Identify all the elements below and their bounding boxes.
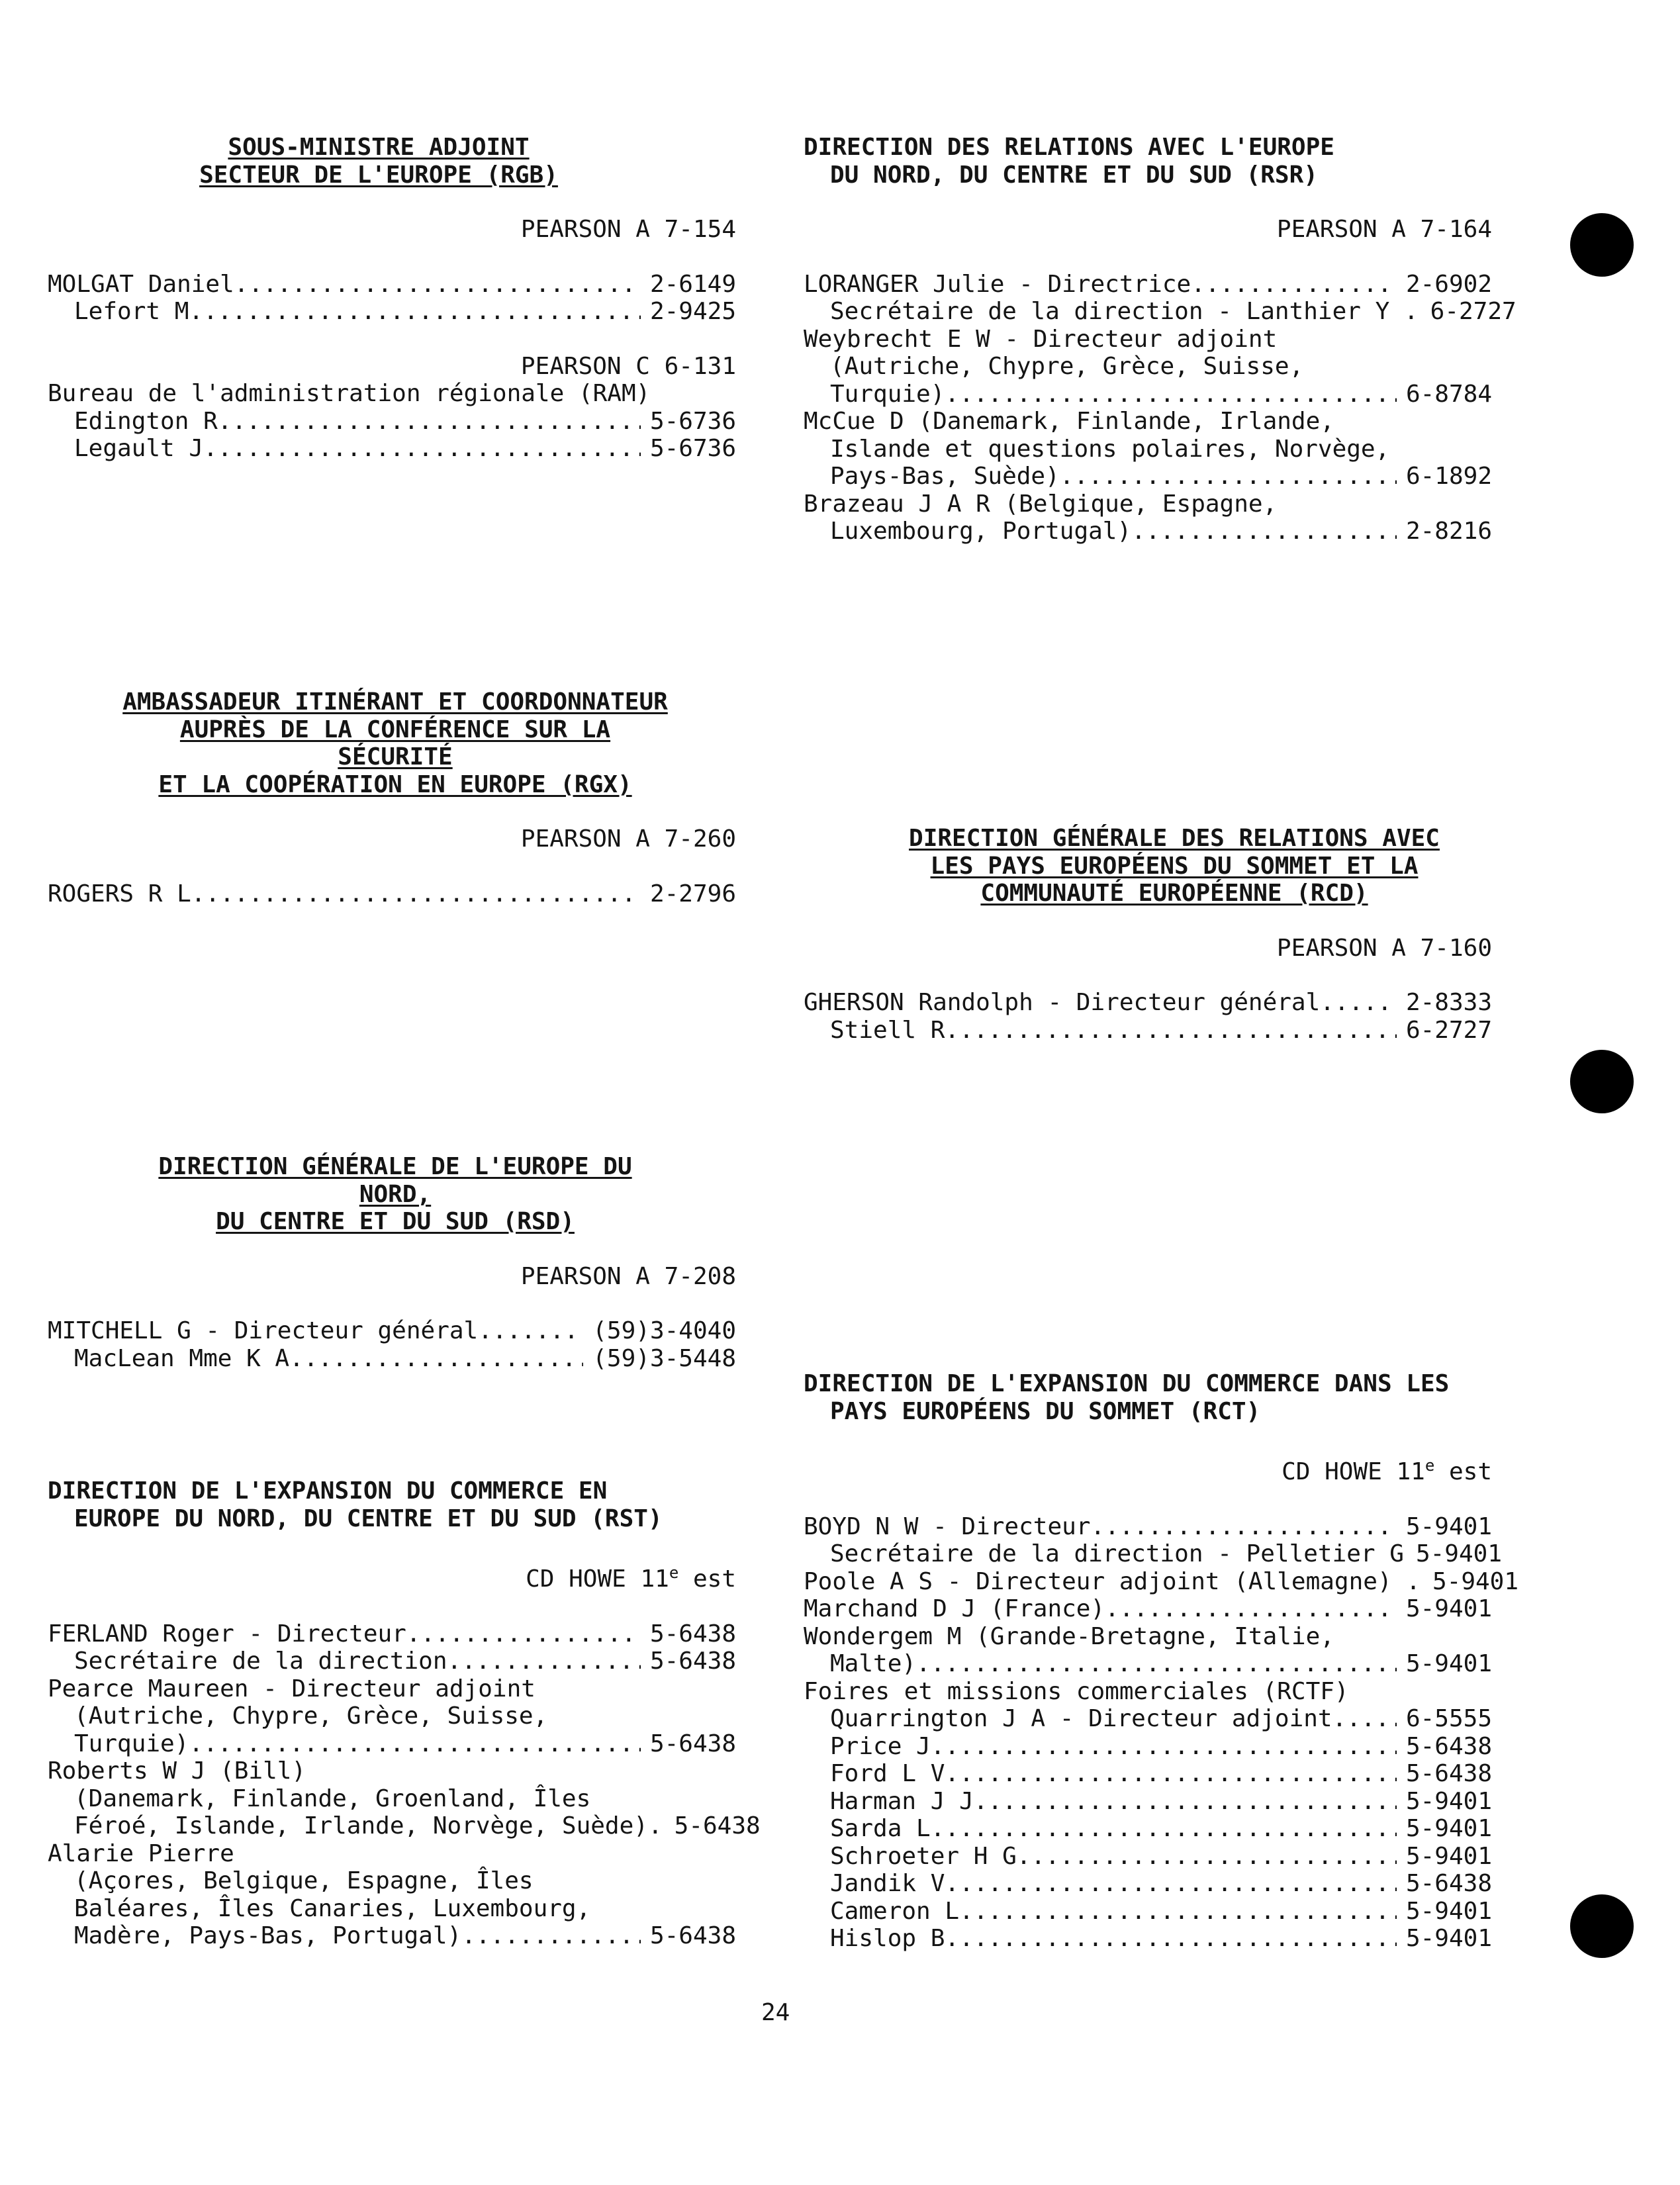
list-item: Hislop B ..... 5-9401 (804, 1925, 1492, 1953)
section-rsr: DIRECTION DES RELATIONS AVEC L'EUROPE DU NORD, DU CENTRE ET DU SUD (RSR) PEARSON A 7-164 LORANGER Julie - Directrice ..... 2-6902 Secrétaire de la direction - Lanthier Y . 6-2727 Weybrecht E W - Directeur adjoint (Autriche, Chypre, Grèce, Suisse, Turquie) ..... 6-8784 McCue D (Danemark, Finlande, Irlande, Islande et questions polaires, Norvège, Pays-Bas, Suède) ..... 6-1892 Brazeau J A R (Belgique, Espagne, Luxembourg, Portugal) ..... 2-8216 (804, 134, 1492, 545)
list-item: Jandik V ..... 5-6438 (804, 1870, 1492, 1898)
section-rct (804, 1370, 1519, 1953)
section-title: DIRECTION GÉNÉRALE DES RELATIONS AVEC LES PAYS EUROPÉENS DU SOMMET ET LA COMMUNAUTÉ EUROPÉENNE (RCD) (909, 825, 1440, 907)
location: PEARSON A 7-160 (1276, 934, 1492, 962)
list-item: Poole A S - Directeur adjoint (Allemagne) . 5-9401 (804, 1567, 1519, 1595)
section-rcd (804, 825, 1492, 1044)
list-item: ROGERS R L ..... 2-2796 (48, 880, 736, 908)
sub-heading: Bureau de l'administration régionale (RAM) (48, 380, 651, 407)
punch-hole-top (1570, 213, 1634, 277)
list-item: BOYD N W - Directeur ..... 5-9401 (804, 1513, 1492, 1541)
list-item: GHERSON Randolph - Directeur général ..... 2-8333 (804, 989, 1492, 1017)
list-item: Secrétaire de la direction ..... 5-6438 (48, 1648, 736, 1675)
list-item: Wondergem M (Grande-Bretagne, Italie, (804, 1622, 1334, 1650)
list-item: Edington R ..... 5-6736 (48, 408, 736, 436)
list-item: Pays-Bas, Suède) ..... 6-1892 (804, 463, 1492, 490)
list-item: MacLean Mme K A ..... (59)3-5448 (48, 1345, 736, 1373)
section-title: DIRECTION GÉNÉRALE DE L'EUROPE DU NORD, DU CENTRE ET DU SUD (RSD) (158, 1153, 632, 1235)
list-item: Lefort M ..... 2-9425 (48, 298, 736, 326)
list-item: Price J ..... 5-6438 (804, 1733, 1492, 1761)
list-item: Marchand D J (France) ..... 5-9401 (804, 1595, 1492, 1623)
location: CD HOWE 11e est (526, 1563, 736, 1593)
section-title: DIRECTION DES RELATIONS AVEC L'EUROPE DU NORD, DU CENTRE ET DU SUD (RSR) (804, 134, 1334, 189)
section-title: DIRECTION DE L'EXPANSION DU COMMERCE DANS LES PAYS EUROPÉENS DU SOMMET (RCT) (804, 1370, 1450, 1425)
list-item: Alarie Pierre (48, 1839, 234, 1867)
list-item: Pearce Maureen - Directeur adjoint (48, 1675, 536, 1702)
location: PEARSON A 7-208 (520, 1262, 736, 1290)
section-rgx (48, 688, 736, 907)
list-item: Roberts W J (Bill) (48, 1757, 306, 1785)
list-item: Schroeter H G ..... 5-9401 (804, 1843, 1492, 1871)
list-item: McCue D (Danemark, Finlande, Irlande, (804, 408, 1334, 435)
location: PEARSON C 6-131 (520, 352, 736, 380)
section-title: DIRECTION DE L'EXPANSION DU COMMERCE EN EUROPE DU NORD, DU CENTRE ET DU SUD (RST) (48, 1477, 663, 1532)
list-item: LORANGER Julie - Directrice ..... 2-6902 (804, 271, 1492, 299)
list-item: Malte) ..... 5-9401 (804, 1650, 1492, 1678)
list-item: Quarrington J A - Directeur adjoint ..... 6-5555 (804, 1705, 1492, 1733)
location: PEARSON A 7-164 (1276, 216, 1492, 243)
location: PEARSON A 7-260 (520, 825, 736, 853)
section-rgb (48, 134, 736, 463)
list-item: Cameron L ..... 5-9401 (804, 1898, 1492, 1926)
list-item: Turquie) ..... 5-6438 (48, 1730, 736, 1758)
list-item: Brazeau J A R (Belgique, Espagne, (804, 490, 1278, 518)
list-item: Luxembourg, Portugal) ..... 2-8216 (804, 518, 1492, 545)
section-rsd (48, 1153, 736, 1372)
list-item: Harman J J ..... 5-9401 (804, 1788, 1492, 1816)
sub-heading: Foires et missions commerciales (RCTF) (804, 1677, 1349, 1705)
list-item: Secrétaire de la direction - Pelletier G 5-9401 (830, 1540, 1502, 1567)
location: CD HOWE 11e est (1282, 1456, 1492, 1485)
list-item: Weybrecht E W - Directeur adjoint (804, 325, 1278, 353)
section-title: SOUS-MINISTRE ADJOINT SECTEUR DE L'EUROPE (RGB) (199, 134, 558, 189)
list-item: Féroé, Islande, Irlande, Norvège, Suède). 5-6438 (74, 1812, 761, 1839)
section-rst: DIRECTION DE L'EXPANSION DU COMMERCE EN EUROPE DU NORD, DU CENTRE ET DU SUD (RST) CD HOWE 11e est FERLAND Roger - Directeur ..... 5-6438 Secrétaire de la direction ..... 5-6438 Pearce Maureen - Directeur adjoint (Autriche, Chypre, Grèce, Suisse, Turquie) ..... 5-6438 Roberts W J (Bill) (Danemark, Finlande, Groenland, Îles Féroé, Islande, Irlande, Norvège, Suède). 5-6438 Alarie Pierre (Açores, Belgique, Espagne, Îles Baléares, Îles Canaries, Luxembourg, Madère, Pays-Bas, Portugal) ..... 5-6438 (48, 1477, 736, 1950)
list-item: Legault J ..... 5-6736 (48, 435, 736, 463)
list-item: MITCHELL G - Directeur général ..... (59)3-4040 (48, 1317, 736, 1345)
list-item: Secrétaire de la direction - Lanthier Y . 6-2727 (830, 298, 1517, 325)
section-title: AMBASSADEUR ITINÉRANT ET COORDONNATEUR AUPRÈS DE LA CONFÉRENCE SUR LA SÉCURITÉ ET LA COOPÉRATION EN EUROPE (RGX) (122, 688, 668, 798)
page-number: 24 (761, 1999, 790, 2026)
list-item: Stiell R ..... 6-2727 (804, 1017, 1492, 1045)
punch-hole-bottom (1570, 1894, 1634, 1958)
list-item: FERLAND Roger - Directeur ..... 5-6438 (48, 1620, 736, 1648)
punch-hole-middle (1570, 1050, 1634, 1113)
list-item: Ford L V ..... 5-6438 (804, 1760, 1492, 1788)
list-item: Turquie) ..... 6-8784 (804, 381, 1492, 408)
location: PEARSON A 7-154 (520, 216, 736, 243)
list-item: Madère, Pays-Bas, Portugal) ..... 5-6438 (48, 1922, 736, 1950)
list-item: MOLGAT Daniel ..... 2-6149 (48, 271, 736, 299)
list-item: Sarda L ..... 5-9401 (804, 1815, 1492, 1843)
